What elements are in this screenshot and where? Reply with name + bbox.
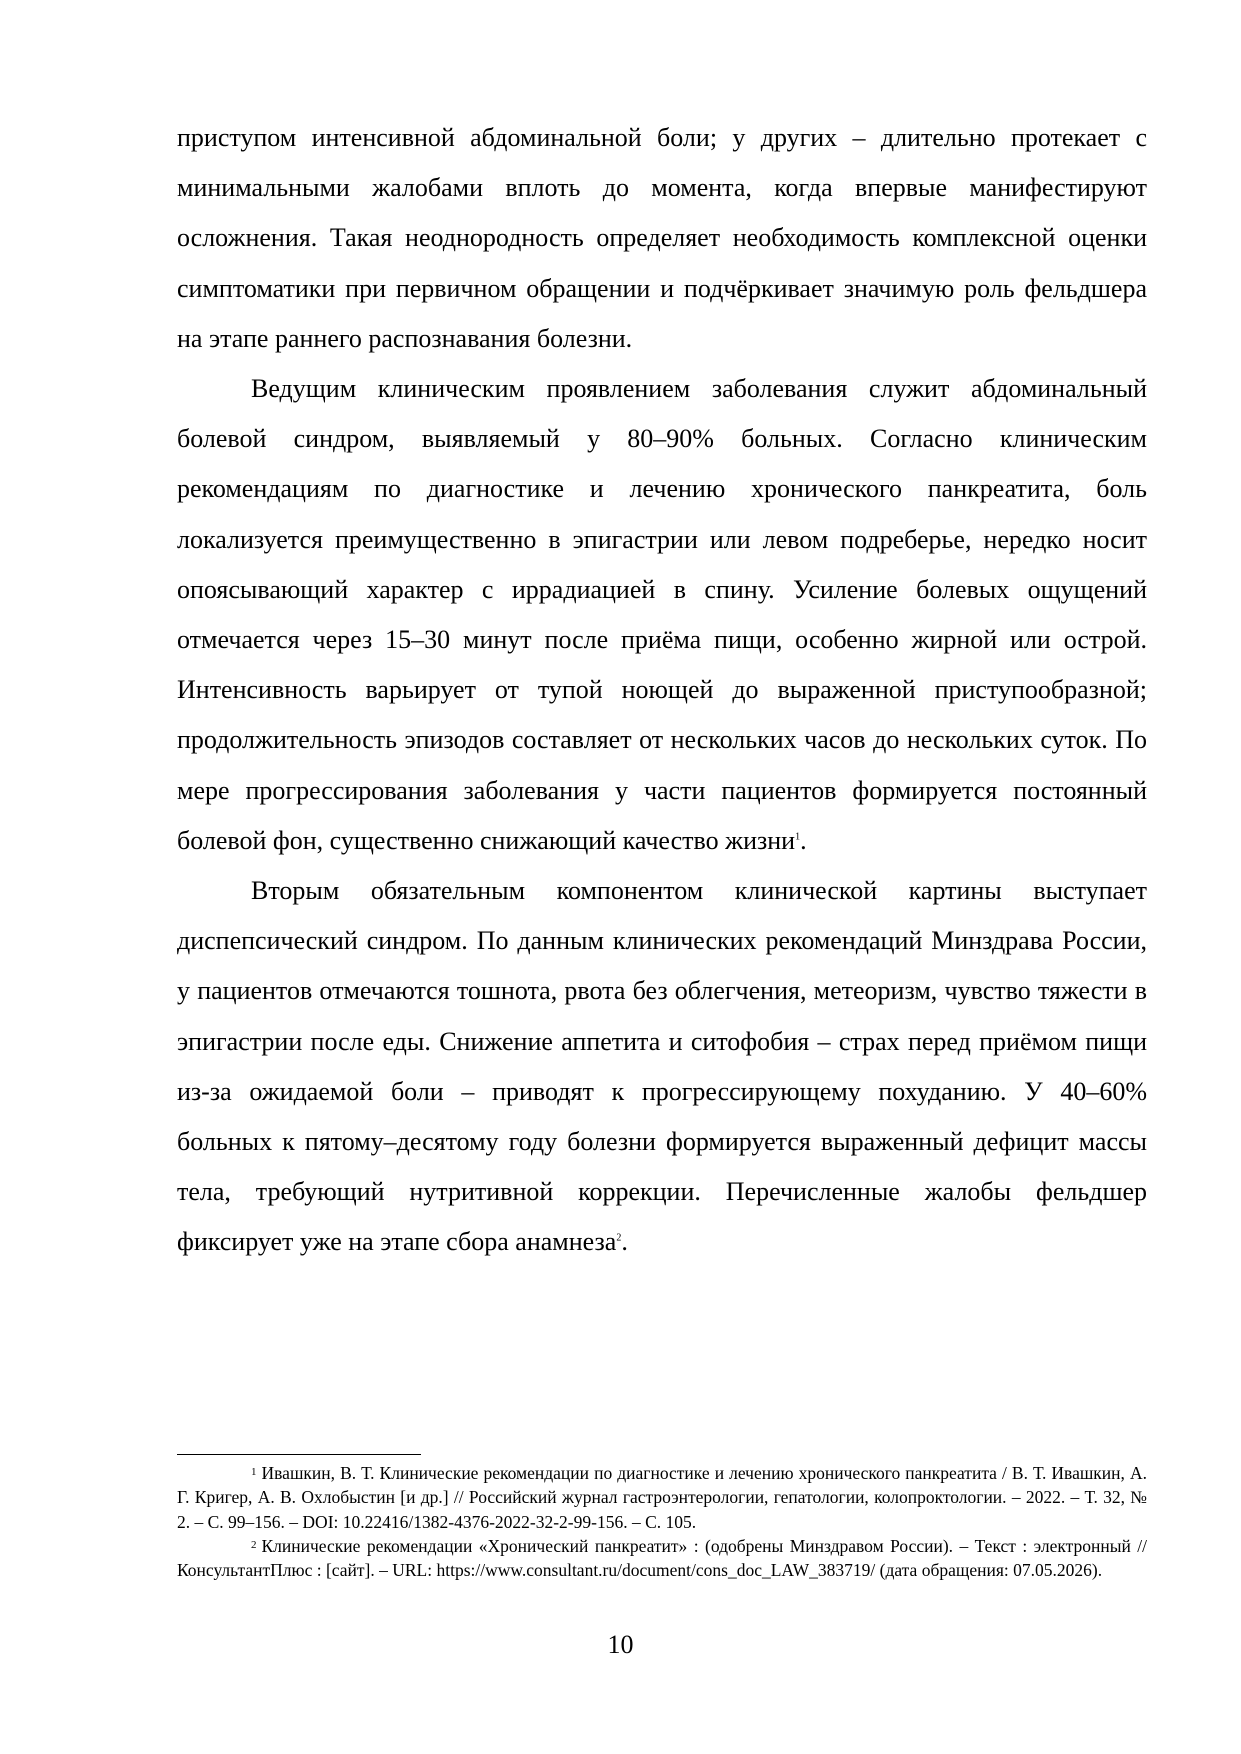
footnote-text: Ивашкин, В. Т. Клинические рекомендации по диагностике и лечению хронического панкреатита / В. Т. Ивашкин, А. Г. Кригер, А. В. Охлобыстин [и др.] // Российский журнал гастроэнтерологии, гепатологии, колопроктологии. – 2022. – Т. 32, № 2. – С. 99–156. – DOI: 10.22416/1382-4376-2022-32-2-99-156. – С. 105. bbox=[177, 1463, 1147, 1532]
footnote-item bbox=[177, 1461, 1147, 1534]
paragraph-continuation bbox=[177, 113, 1147, 364]
footnote-reference[interactable]: 1 bbox=[795, 831, 801, 843]
footnote-number: 2 bbox=[251, 1538, 257, 1551]
footnote-item bbox=[177, 1534, 1147, 1583]
paragraph-text: Вторым обязательным компонентом клинической картины выступает диспепсический синдром. По данным клинических рекомендаций Минздрава России, у пациентов отмечаются тошнота, рвота без облегчения, метеоризм, чувство тяжести в эпигастрии после еды. Снижение аппетита и ситофобия – страх перед приёмом пищи из-за ожидаемой боли – приводят к прогрессирующему похуданию. У 40–60% больных к пятому–десятому году болезни формируется выраженный дефицит массы тела, требующий нутритивной коррекции. Перечисленные жалобы фельдшер фиксирует уже на этапе сбора анамнеза bbox=[177, 876, 1147, 1257]
paragraph-text: Ведущим клиническим проявлением заболевания служит абдоминальный болевой синдром, выявляемый у 80–90% больных. Согласно клиническим рекомендациям по диагностике и лечению хронического панкреатита, боль локализуется преимущественно в эпигастрии или левом подреберье, нередко носит опоясывающий характер с иррадиацией в спину. Усиление болевых ощущений отмечается через 15–30 минут после приёма пищи, особенно жирной или острой. Интенсивность варьирует от тупой ноющей до выраженной приступообразной; продолжительность эпизодов составляет от нескольких часов до нескольких суток. По мере прогрессирования заболевания у части пациентов формируется постоянный болевой фон, существенно снижающий качество жизни bbox=[177, 374, 1147, 855]
footnote-text: Клинические рекомендации «Хронический панкреатит» : (одобрены Минздравом России). – Текст : электронный // КонсультантПлюс : [сайт]. – URL: https://www.consultant.ru/document/cons_doc_LAW_383719/ (дата обращения: 07.05.2026). bbox=[177, 1535, 1147, 1581]
footnote-separator bbox=[177, 1454, 421, 1455]
footnote-reference[interactable]: 2 bbox=[616, 1232, 622, 1244]
paragraph-pain-syndrome bbox=[177, 364, 1147, 866]
footnote-number: 1 bbox=[251, 1466, 257, 1478]
paragraph-tail: . bbox=[621, 1227, 628, 1257]
paragraph-dyspeptic-syndrome bbox=[177, 866, 1147, 1268]
body-text bbox=[177, 113, 1147, 1268]
footnotes bbox=[177, 1461, 1147, 1582]
paragraph-tail: . bbox=[800, 825, 807, 855]
page-number: 10 bbox=[607, 1630, 634, 1659]
paragraph-text: приступом интенсивной абдоминальной боли; у других – длительно протекает с минимальными жалобами вплоть до момента, когда впервые манифестируют осложнения. Такая неоднородность определяет необходимость комплексной оценки симптоматики при первичном обращении и подчёркивает значимую роль фельдшера на этапе раннего распознавания болезни. bbox=[177, 123, 1147, 353]
